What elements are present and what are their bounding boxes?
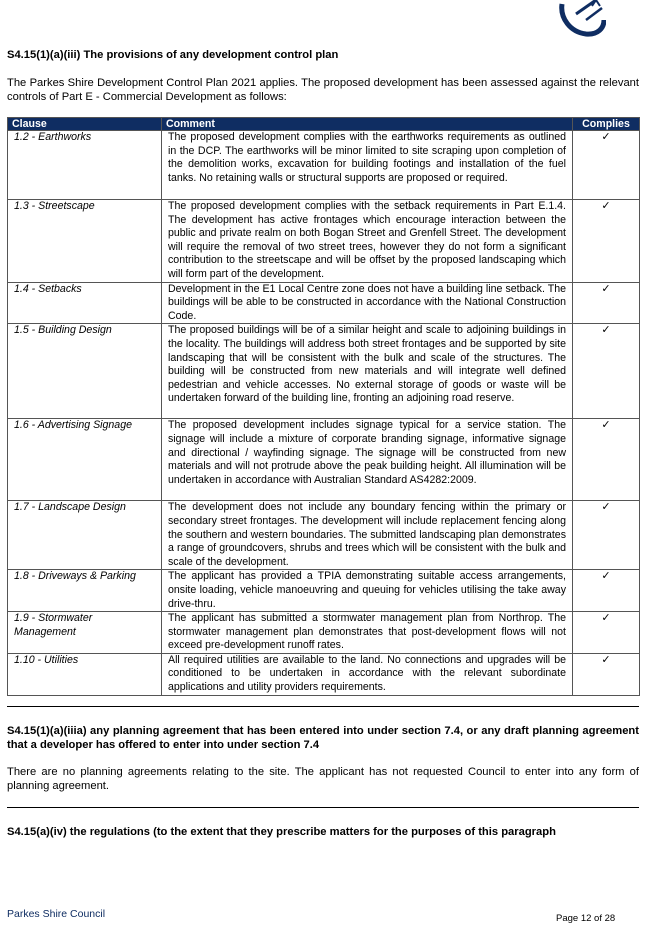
section-divider — [7, 807, 639, 808]
table-row — [8, 282, 640, 324]
check-icon: ✓ — [573, 612, 640, 654]
check-icon: ✓ — [573, 419, 640, 501]
table-row — [8, 131, 640, 200]
table-row — [8, 612, 640, 654]
footer-council-name: Parkes Shire Council — [7, 908, 106, 920]
clause-cell: 1.8 - Driveways & Parking — [8, 570, 162, 612]
column-header-clause: Clause — [8, 118, 162, 131]
table-header-row — [8, 118, 640, 131]
table-row — [8, 200, 640, 283]
comment-cell: The applicant has provided a TPIA demonstrating suitable access arrangements, onsite loading, vehicle manoeuvring and queuing for vehicles utilising the take away drive-thru. — [162, 570, 573, 612]
dcp-compliance-table — [7, 117, 640, 696]
clause-cell: 1.7 - Landscape Design — [8, 501, 162, 570]
section-divider — [7, 706, 639, 707]
table-row — [8, 324, 640, 419]
section-heading-planning-agreement: S4.15(1)(a)(iiia) any planning agreement that has been entered into under section 7.4, or any draft planning agreement that a developer has offered to enter into under section 7.4 — [7, 725, 639, 751]
clause-cell: 1.9 - Stormwater Management — [8, 612, 162, 654]
clause-cell: 1.4 - Setbacks — [8, 282, 162, 324]
clause-cell: 1.5 - Building Design — [8, 324, 162, 419]
footer-page-number: Page 12 of 28 — [556, 913, 616, 924]
check-icon: ✓ — [573, 200, 640, 283]
comment-cell: The proposed development complies with the setback requirements in Part E.1.4. The development has active frontages which encourage interaction between the public and private realm on both Bogan Street and Grenfell Street. The development will require the removal of two street trees, however they do not form a significant contribution to the streetscape and will be offset by the proposed landscaping which will form part of the development. — [162, 200, 573, 283]
section-heading-regulations: S4.15(a)(iv) the regulations (to the extent that they prescribe matters for the purposes of this paragraph — [7, 826, 556, 838]
table-row — [8, 570, 640, 612]
check-icon: ✓ — [573, 653, 640, 695]
table-row — [8, 501, 640, 570]
comment-cell: The applicant has submitted a stormwater management plan from Northrop. The stormwater management plan demonstrates that post-development flows will not exceed pre-development runoff rates. — [162, 612, 573, 654]
table-row — [8, 653, 640, 695]
check-icon: ✓ — [573, 131, 640, 200]
comment-cell: The proposed development complies with the earthworks requirements as outlined in the DCP. The earthworks will be minor limited to site scraping upon completion of the demolition works, excavation for building footings and installation of the fuel tanks. No retaining walls or structural supports are proposed or required. — [162, 131, 573, 200]
clause-cell: 1.2 - Earthworks — [8, 131, 162, 200]
clause-cell: 1.6 - Advertising Signage — [8, 419, 162, 501]
clause-cell: 1.10 - Utilities — [8, 653, 162, 695]
comment-cell: All required utilities are available to the land. No connections and upgrades will be conditioned to be undertaken in accordance with the relevant subordinate applications and utility providers requirements. — [162, 653, 573, 695]
check-icon: ✓ — [573, 282, 640, 324]
comment-cell: The development does not include any boundary fencing within the primary or secondary street frontages. The development will include replacement fencing along the southern and western boundaries. The submitted landscaping plan demonstrates a range of groundcovers, shrubs and trees which will be consistent with the bulk and scale of the development. — [162, 501, 573, 570]
table-row — [8, 419, 640, 501]
column-header-comment: Comment — [162, 118, 573, 131]
check-icon: ✓ — [573, 570, 640, 612]
council-logo-icon — [556, 0, 606, 38]
section-intro: The Parkes Shire Development Control Plan 2021 applies. The proposed development has been assessed against the relevant controls of Part E - Commercial Development as follows: — [7, 77, 639, 103]
comment-cell: The proposed development includes signage typical for a service station. The signage will include a mixture of corporate branding signage, informative signage and directional / wayfinding signage. The signage will be constructed from new materials and will not protrude above the peak building height. All illumination will be undertaken in accordance with Australian Standard AS4282:2009. — [162, 419, 573, 501]
comment-cell: Development in the E1 Local Centre zone does not have a building line setback. The buildings will be able to be constructed in accordance with the National Construction Code. — [162, 282, 573, 324]
comment-cell: The proposed buildings will be of a similar height and scale to adjoining buildings in the locality. The buildings will address both street frontages and be supported by site landscaping that will be consistent with the bulk and scale of the structures. The building will be constructed from new materials and will integrate well defined pedestrian and vehicle accesses. No external storage of goods or waste will be undertaken forward of the building line, fronting an adjoining road reserve. — [162, 324, 573, 419]
column-header-complies: Complies — [573, 118, 640, 131]
section-heading-dcp: S4.15(1)(a)(iii) The provisions of any development control plan — [7, 49, 339, 61]
check-icon: ✓ — [573, 501, 640, 570]
planning-agreement-body: There are no planning agreements relating to the site. The applicant has not requested Council to enter into any form of planning agreement. — [7, 766, 639, 792]
clause-cell: 1.3 - Streetscape — [8, 200, 162, 283]
check-icon: ✓ — [573, 324, 640, 419]
